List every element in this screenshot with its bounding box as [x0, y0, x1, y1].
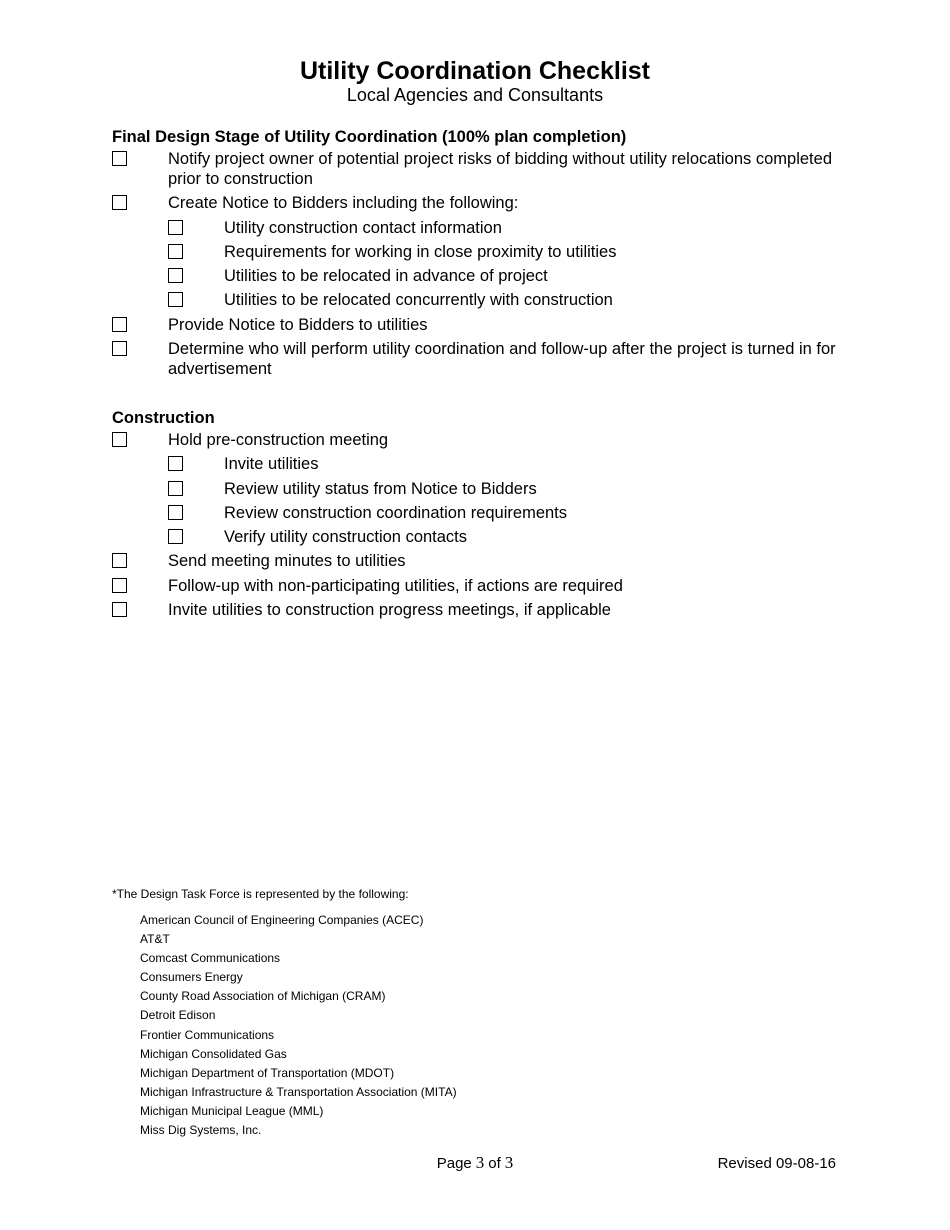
checklist-item: [112, 315, 852, 335]
checklist-item: [112, 551, 852, 571]
checklist-subitem: [112, 454, 852, 474]
checklist-item-label: Utility construction contact information: [224, 218, 502, 237]
task-force-member: Michigan Consolidated Gas: [140, 1046, 287, 1061]
checklist-subitem: [112, 266, 852, 286]
checkbox[interactable]: [112, 432, 127, 447]
checklist-subitem: [112, 218, 852, 238]
checklist-item-label: Review construction coordination requirements: [224, 503, 568, 522]
task-force-member: Frontier Communications: [140, 1027, 275, 1042]
checklist-item: [112, 149, 852, 189]
checkbox[interactable]: [168, 292, 183, 307]
checklist-subitem: [112, 290, 852, 310]
task-force-member: AT&T: [140, 932, 170, 947]
checklist-item-label: Utilities to be relocated concurrently with construction: [224, 291, 613, 310]
checklist-subitem: [112, 527, 852, 547]
checklist-item-label: Invite utilities: [224, 455, 319, 474]
checkbox[interactable]: [168, 268, 183, 283]
document-title: Utility Coordination Checklist: [299, 57, 651, 85]
checkbox[interactable]: [168, 529, 183, 544]
page-of: of: [488, 1155, 501, 1172]
checklist-item-label: Review utility status from Notice to Bidders: [224, 479, 537, 498]
checkbox[interactable]: [168, 220, 183, 235]
footnote-intro: *The Design Task Force is represented by the following:: [112, 887, 409, 901]
checklist-item: [112, 600, 852, 620]
checklist-item-label: Follow-up with non-participating utilities, if actions are required: [168, 576, 623, 595]
task-force-member: Comcast Communications: [140, 951, 281, 966]
task-force-member: Detroit Edison: [140, 1008, 216, 1023]
section-construction: [112, 408, 852, 624]
revision-date: Revised 09-08-16: [717, 1155, 836, 1172]
checklist-item-label: Notify project owner of potential project risks of bidding without utility relocations completed prior to construction: [168, 150, 832, 188]
checklist-item: [112, 193, 852, 213]
checkbox[interactable]: [112, 195, 127, 210]
checkbox[interactable]: [112, 553, 127, 568]
page-label: Page: [436, 1155, 472, 1172]
checkbox[interactable]: [112, 317, 127, 332]
task-force-member: Michigan Municipal League (MML): [140, 1103, 324, 1118]
page-current: 3: [475, 1153, 485, 1172]
checkbox[interactable]: [112, 341, 127, 356]
task-force-member: Michigan Department of Transportation (MDOT): [140, 1065, 395, 1080]
section-heading: Construction: [112, 409, 215, 427]
checkbox[interactable]: [112, 578, 127, 593]
checklist-item-label: Determine who will perform utility coordination and follow-up after the project is turned in for advertisement: [168, 340, 836, 379]
checklist-item-label: Provide Notice to Bidders to utilities: [168, 315, 428, 334]
checkbox[interactable]: [168, 244, 183, 259]
checkbox[interactable]: [168, 481, 183, 496]
section-final-design: [112, 127, 852, 383]
checklist-item: [112, 430, 852, 450]
checklist-item: [112, 576, 852, 596]
task-force-member: Consumers Energy: [140, 970, 243, 985]
checkbox[interactable]: [112, 151, 127, 166]
section-heading: Final Design Stage of Utility Coordination (100% plan completion): [112, 128, 627, 146]
checklist-item-label: Requirements for working in close proximity to utilities: [224, 242, 617, 261]
checklist-item-label: Utilities to be relocated in advance of project: [224, 267, 548, 286]
checklist-subitem: [112, 479, 852, 499]
checkbox[interactable]: [168, 505, 183, 520]
task-force-member: American Council of Engineering Companies (ACEC): [140, 913, 424, 927]
checklist-subitem: [112, 242, 852, 262]
checklist-item-label: Invite utilities to construction progress meetings, if applicable: [168, 601, 611, 620]
checkbox[interactable]: [168, 456, 183, 471]
document-subtitle: Local Agencies and Consultants: [346, 85, 604, 105]
checklist-item: [112, 339, 852, 379]
task-force-member: Miss Dig Systems, Inc.: [140, 1123, 262, 1138]
page-total: 3: [504, 1153, 514, 1172]
checklist-item-label: Create Notice to Bidders including the following:: [168, 194, 519, 213]
checklist-item-label: Hold pre-construction meeting: [168, 431, 389, 449]
task-force-member: Michigan Infrastructure & Transportation Association (MITA): [140, 1084, 457, 1099]
checklist-item-label: Send meeting minutes to utilities: [168, 552, 406, 571]
checklist-item-label: Verify utility construction contacts: [224, 528, 468, 547]
task-force-member: County Road Association of Michigan (CRAM): [140, 989, 386, 1004]
checkbox[interactable]: [112, 602, 127, 617]
checklist-subitem: [112, 503, 852, 523]
task-force-members: [140, 911, 457, 1140]
